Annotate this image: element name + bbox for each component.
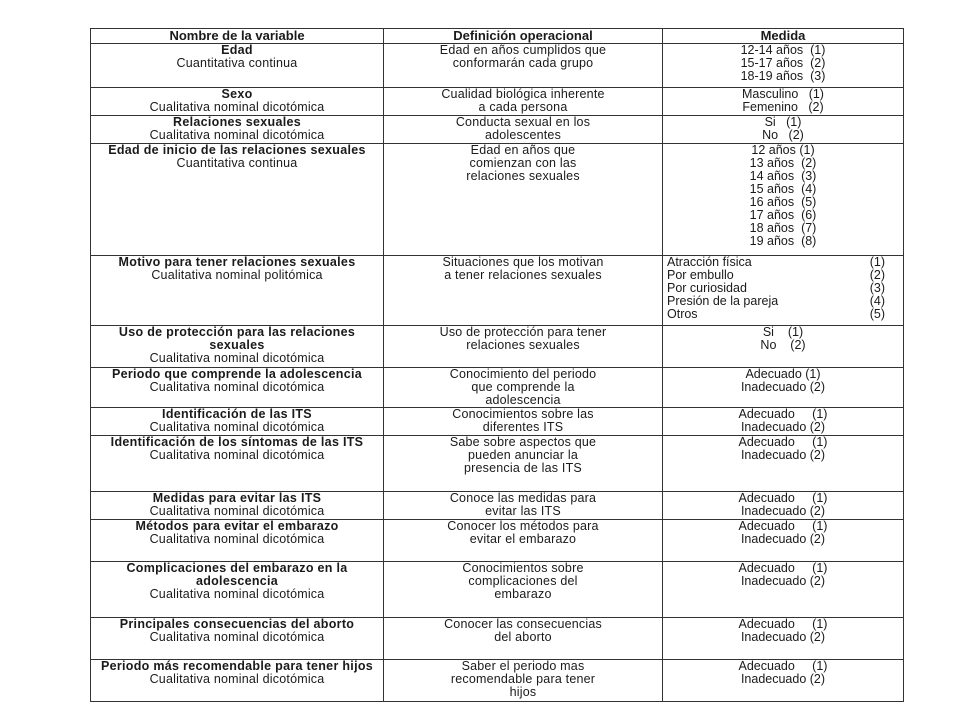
variable-cell — [91, 562, 384, 618]
table-body — [91, 44, 904, 702]
variable-cell — [91, 436, 384, 492]
measure-cell — [663, 368, 904, 408]
table-row — [91, 520, 904, 562]
definition-line: Edad en años que — [470, 143, 576, 157]
definition-line: presencia de las ITS — [464, 461, 582, 475]
variable-type: Cualitativa nominal dicotómica — [149, 532, 325, 546]
measure-line: Si (1) — [764, 115, 802, 129]
table-row — [91, 326, 904, 368]
measure-code: (2) — [869, 268, 885, 282]
definition-line: Conocimiento del periodo — [449, 367, 597, 381]
variable-name: Motivo para tener relaciones sexuales — [118, 255, 356, 269]
measure-cell — [663, 618, 904, 660]
variable-type: Cualitativa nominal dicotómica — [149, 420, 325, 434]
variable-name: Periodo más recomendable para tener hijos — [100, 659, 374, 673]
variable-cell — [91, 520, 384, 562]
variable-type: Cualitativa nominal dicotómica — [149, 672, 325, 686]
measure-cell — [663, 436, 904, 492]
table-row — [91, 144, 904, 256]
measure-label: Otros — [667, 307, 698, 321]
variable-name: Identificación de las ITS — [162, 407, 312, 421]
definition-cell — [384, 144, 663, 256]
measure-line: 12-14 años (1) — [740, 43, 826, 57]
measure-line: Adecuado (1) — [738, 561, 828, 575]
measure-line: Adecuado (1) — [745, 367, 821, 381]
definition-line: Conocimientos sobre — [462, 561, 584, 575]
table-row — [91, 368, 904, 408]
definition-cell — [384, 368, 663, 408]
definition-line: Sabe sobre aspectos que — [449, 435, 597, 449]
measure-line: Si (1) — [762, 325, 804, 339]
table-row — [91, 256, 904, 326]
measure-line: 13 años (2) — [749, 156, 817, 170]
table-row — [91, 408, 904, 436]
measure-cell — [663, 326, 904, 368]
definition-line: Conocer las consecuencias — [444, 617, 602, 631]
variable-name: Métodos para evitar el embarazo — [135, 519, 339, 533]
measure-cell — [663, 660, 904, 702]
variable-type: Cualitativa nominal dicotómica — [149, 630, 325, 644]
variable-name: Periodo que comprende la adolescencia — [111, 367, 363, 381]
measure-line: Masculino (1) — [742, 87, 824, 101]
definition-line: conformarán cada grupo — [452, 56, 594, 70]
definition-line: relaciones sexuales — [466, 338, 580, 352]
measure-line: 12 años (1) — [751, 143, 815, 157]
measure-line: 15 años (4) — [749, 182, 817, 196]
measure-line: 19 años (8) — [749, 234, 817, 248]
variable-type: Cualitativa nominal dicotómica — [149, 448, 325, 462]
variable-cell — [91, 88, 384, 116]
measure-code: (5) — [869, 307, 885, 321]
measure-cell — [663, 408, 904, 436]
definition-line: Conoce las medidas para — [449, 491, 597, 505]
table-row — [91, 88, 904, 116]
definition-cell — [384, 326, 663, 368]
variable-type: Cualitativa nominal dicotómica — [149, 100, 325, 114]
variable-name: Edad — [221, 43, 253, 57]
table-row — [91, 618, 904, 660]
table-row — [91, 436, 904, 492]
definition-line: adolescentes — [484, 128, 562, 142]
measure-line: Adecuado (1) — [738, 435, 828, 449]
variable-type: Cuantitativa continua — [176, 156, 298, 170]
definition-line: Conocimientos sobre las — [452, 407, 594, 421]
definition-line: comienzan con las — [469, 156, 577, 170]
definition-cell — [384, 520, 663, 562]
definition-line: que comprende la — [471, 380, 575, 394]
measure-cell — [663, 116, 904, 144]
definition-line: diferentes ITS — [482, 420, 564, 434]
measure-label: Por curiosidad — [667, 281, 747, 295]
definition-line: Situaciones que los motivan — [442, 255, 604, 269]
definition-cell — [384, 562, 663, 618]
definition-line: evitar el embarazo — [469, 532, 577, 546]
variable-cell — [91, 660, 384, 702]
table-row — [91, 116, 904, 144]
measure-line: 18 años (7) — [749, 221, 817, 235]
measure-label: Atracción física — [667, 255, 752, 269]
definition-line: embarazo — [494, 587, 552, 601]
variable-name: Medidas para evitar las ITS — [152, 491, 322, 505]
measure-code: (1) — [869, 255, 885, 269]
measure-code: (4) — [869, 294, 885, 308]
definition-line: recomendable para tener — [450, 672, 596, 686]
definition-cell — [384, 618, 663, 660]
variable-cell — [91, 408, 384, 436]
measure-line: Inadecuado (2) — [740, 574, 826, 588]
variable-cell — [91, 144, 384, 256]
measure-line: Inadecuado (2) — [740, 532, 826, 546]
variable-type: Cuantitativa continua — [176, 56, 298, 70]
measure-label: Por embullo — [667, 268, 734, 282]
measure-cell — [663, 144, 904, 256]
variable-cell — [91, 116, 384, 144]
measure-line: Inadecuado (2) — [740, 672, 826, 686]
variable-type: Cualitativa nominal dicotómica — [149, 587, 325, 601]
measure-line — [667, 308, 899, 321]
measure-line: 16 años (5) — [749, 195, 817, 209]
definition-cell — [384, 256, 663, 326]
measure-line: Inadecuado (2) — [740, 420, 826, 434]
definition-cell — [384, 88, 663, 116]
measure-line — [667, 295, 899, 308]
definition-line: relaciones sexuales — [466, 169, 580, 183]
measure-line: Adecuado (1) — [738, 659, 828, 673]
variable-name: Edad de inicio de las relaciones sexuales — [108, 143, 366, 157]
variable-name: Identificación de los síntomas de las ITS — [110, 435, 364, 449]
definition-cell — [384, 116, 663, 144]
definition-line: Conducta sexual en los — [455, 115, 591, 129]
variable-name: Principales consecuencias del aborto — [119, 617, 355, 631]
definition-line: Edad en años cumplidos que — [439, 43, 607, 57]
table-row — [91, 660, 904, 702]
measure-line: Inadecuado (2) — [740, 630, 826, 644]
table-row — [91, 44, 904, 88]
measure-line: Inadecuado (2) — [740, 448, 826, 462]
definition-line: complicaciones del — [468, 574, 578, 588]
variable-cell — [91, 44, 384, 88]
definition-cell — [384, 408, 663, 436]
measure-line: 17 años (6) — [749, 208, 817, 222]
measure-line: Femenino (2) — [742, 100, 824, 114]
measure-line: Inadecuado (2) — [740, 380, 826, 394]
variable-type: Cualitativa nominal dicotómica — [149, 380, 325, 394]
variable-type: Cualitativa nominal dicotómica — [149, 504, 325, 518]
measure-cell — [663, 492, 904, 520]
measure-cell — [663, 88, 904, 116]
measure-cell — [663, 256, 904, 326]
variable-type: Cualitativa nominal dicotómica — [149, 351, 325, 365]
measure-line: Adecuado (1) — [738, 519, 828, 533]
definition-cell — [384, 44, 663, 88]
variable-name: Complicaciones del embarazo en la adolescencia — [126, 561, 348, 588]
definition-line: hijos — [509, 685, 537, 699]
measure-code: (3) — [869, 281, 885, 295]
definition-line: Saber el periodo mas — [461, 659, 585, 673]
measure-cell — [663, 562, 904, 618]
definition-cell — [384, 492, 663, 520]
measure-label: Presión de la pareja — [667, 294, 779, 308]
variable-cell — [91, 256, 384, 326]
variables-table — [90, 28, 904, 702]
definition-line: pueden anunciar la — [468, 448, 578, 462]
variable-cell — [91, 618, 384, 660]
definition-line: evitar las ITS — [485, 504, 561, 518]
variable-type: Cualitativa nominal politómica — [151, 268, 323, 282]
measure-line: Adecuado (1) — [738, 491, 828, 505]
variable-name: Relaciones sexuales — [173, 115, 301, 129]
variable-cell — [91, 492, 384, 520]
definition-line: Conocer los métodos para — [447, 519, 599, 533]
measure-line: Adecuado (1) — [738, 407, 828, 421]
header-measure: Medida — [663, 29, 904, 44]
variable-type: Cualitativa nominal dicotómica — [149, 128, 325, 142]
measure-line: 15-17 años (2) — [740, 56, 826, 70]
definition-line: a tener relaciones sexuales — [444, 268, 602, 282]
definition-line: a cada persona — [478, 100, 568, 114]
variable-name: Sexo — [221, 87, 253, 101]
header-operational-definition: Definición operacional — [384, 29, 663, 44]
table-row — [91, 562, 904, 618]
measure-line: No (2) — [760, 338, 806, 352]
variable-cell — [91, 326, 384, 368]
definition-line: Cualidad biológica inherente — [441, 87, 605, 101]
definition-cell — [384, 660, 663, 702]
measure-cell — [663, 520, 904, 562]
measure-line: 18-19 años (3) — [740, 69, 826, 83]
definition-line: Uso de protección para tener — [439, 325, 607, 339]
table-header — [91, 29, 904, 44]
measure-line: No (2) — [762, 128, 804, 142]
header-row — [91, 29, 904, 44]
table-row — [91, 492, 904, 520]
measure-line: 14 años (3) — [749, 169, 817, 183]
measure-line: Adecuado (1) — [738, 617, 828, 631]
measure-cell — [663, 44, 904, 88]
measure-line: Inadecuado (2) — [740, 504, 826, 518]
variable-name: Uso de protección para las relaciones sexuales — [118, 325, 356, 352]
variable-cell — [91, 368, 384, 408]
definition-line: del aborto — [494, 630, 552, 644]
definition-cell — [384, 436, 663, 492]
definition-line: adolescencia — [485, 393, 561, 407]
header-variable-name: Nombre de la variable — [91, 29, 384, 44]
